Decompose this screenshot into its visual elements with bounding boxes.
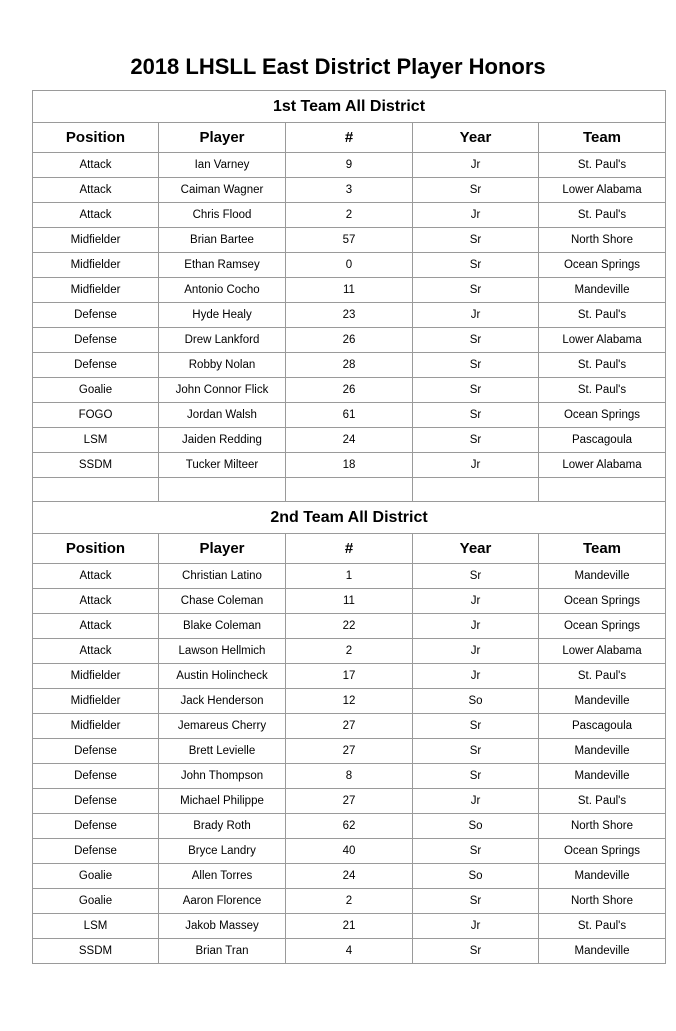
cell-player: Allen Torres	[159, 864, 286, 889]
cell-year: So	[413, 864, 539, 889]
table-row	[33, 353, 666, 378]
cell-year: Sr	[413, 328, 539, 353]
cell-number: 22	[286, 614, 413, 639]
cell-player: Austin Holincheck	[159, 664, 286, 689]
table-row	[33, 864, 666, 889]
column-header-row	[33, 534, 666, 564]
cell-number: 17	[286, 664, 413, 689]
cell-team: Mandeville	[539, 739, 666, 764]
cell-position: Attack	[33, 564, 159, 589]
cell-number: 57	[286, 228, 413, 253]
cell-player: Brian Bartee	[159, 228, 286, 253]
cell-year: So	[413, 814, 539, 839]
cell-team: Lower Alabama	[539, 328, 666, 353]
table-row	[33, 564, 666, 589]
cell-player: John Thompson	[159, 764, 286, 789]
cell-number: 62	[286, 814, 413, 839]
column-header-team: Team	[539, 123, 666, 153]
cell-team: Mandeville	[539, 689, 666, 714]
cell-player: Michael Philippe	[159, 789, 286, 814]
table-row	[33, 689, 666, 714]
cell-player: Christian Latino	[159, 564, 286, 589]
cell-player: Jakob Massey	[159, 914, 286, 939]
cell-team: Lower Alabama	[539, 639, 666, 664]
cell-year: Sr	[413, 278, 539, 303]
empty-row	[33, 478, 666, 502]
cell-team: St. Paul's	[539, 303, 666, 328]
cell-team: Ocean Springs	[539, 589, 666, 614]
table-row	[33, 178, 666, 203]
cell-player: Ethan Ramsey	[159, 253, 286, 278]
cell-year: Jr	[413, 203, 539, 228]
cell-number: 27	[286, 789, 413, 814]
cell-number: 12	[286, 689, 413, 714]
cell-position: Defense	[33, 328, 159, 353]
table-row	[33, 378, 666, 403]
cell-year: Jr	[413, 789, 539, 814]
cell-player: Brady Roth	[159, 814, 286, 839]
cell-position: SSDM	[33, 453, 159, 478]
cell-number: 40	[286, 839, 413, 864]
cell-player: Caiman Wagner	[159, 178, 286, 203]
cell-team: North Shore	[539, 814, 666, 839]
cell-player: Ian Varney	[159, 153, 286, 178]
table-row	[33, 278, 666, 303]
honors-table-body	[33, 91, 666, 964]
cell-number: 9	[286, 153, 413, 178]
cell-number: 23	[286, 303, 413, 328]
section-heading-row	[33, 91, 666, 123]
cell-player: Chase Coleman	[159, 589, 286, 614]
cell-team: Mandeville	[539, 864, 666, 889]
cell-team: Lower Alabama	[539, 453, 666, 478]
section-heading: 2nd Team All District	[33, 502, 666, 534]
cell-player: Blake Coleman	[159, 614, 286, 639]
cell-position: Defense	[33, 764, 159, 789]
table-row	[33, 453, 666, 478]
cell-year: Jr	[413, 153, 539, 178]
cell-player: Tucker Milteer	[159, 453, 286, 478]
cell-player: Hyde Healy	[159, 303, 286, 328]
cell-year: Sr	[413, 739, 539, 764]
cell-player: Bryce Landry	[159, 839, 286, 864]
cell-number: 24	[286, 428, 413, 453]
table-row	[33, 614, 666, 639]
cell-year: Jr	[413, 303, 539, 328]
table-row	[33, 589, 666, 614]
table-row	[33, 428, 666, 453]
cell-team: Ocean Springs	[539, 839, 666, 864]
cell-player: Jaiden Redding	[159, 428, 286, 453]
column-header-row	[33, 123, 666, 153]
table-row	[33, 789, 666, 814]
cell-number: 2	[286, 639, 413, 664]
cell-number: 28	[286, 353, 413, 378]
cell-team: North Shore	[539, 228, 666, 253]
table-row	[33, 153, 666, 178]
cell-position: Goalie	[33, 378, 159, 403]
cell-team: Ocean Springs	[539, 614, 666, 639]
cell-number: 18	[286, 453, 413, 478]
column-header-year: Year	[413, 534, 539, 564]
cell-number: 26	[286, 328, 413, 353]
cell-year: Sr	[413, 564, 539, 589]
cell-year: Sr	[413, 253, 539, 278]
cell-year: Jr	[413, 589, 539, 614]
cell-number: 24	[286, 864, 413, 889]
cell-player: Aaron Florence	[159, 889, 286, 914]
cell-position: Midfielder	[33, 714, 159, 739]
table-row	[33, 664, 666, 689]
cell-team: Mandeville	[539, 278, 666, 303]
empty-cell	[33, 478, 159, 502]
table-row	[33, 303, 666, 328]
cell-number: 21	[286, 914, 413, 939]
cell-year: Jr	[413, 914, 539, 939]
cell-year: Sr	[413, 889, 539, 914]
cell-year: Jr	[413, 664, 539, 689]
cell-position: Midfielder	[33, 664, 159, 689]
column-header-player: Player	[159, 534, 286, 564]
column-header-team: Team	[539, 534, 666, 564]
table-row	[33, 228, 666, 253]
table-row	[33, 764, 666, 789]
cell-player: Jack Henderson	[159, 689, 286, 714]
table-row	[33, 253, 666, 278]
cell-position: Defense	[33, 739, 159, 764]
cell-year: Sr	[413, 939, 539, 964]
cell-position: Defense	[33, 814, 159, 839]
table-row	[33, 714, 666, 739]
cell-year: Jr	[413, 639, 539, 664]
cell-position: Goalie	[33, 864, 159, 889]
cell-position: Defense	[33, 303, 159, 328]
cell-position: FOGO	[33, 403, 159, 428]
empty-cell	[413, 478, 539, 502]
cell-year: Jr	[413, 614, 539, 639]
cell-player: Chris Flood	[159, 203, 286, 228]
cell-number: 4	[286, 939, 413, 964]
table-row	[33, 939, 666, 964]
cell-number: 8	[286, 764, 413, 789]
cell-year: Sr	[413, 714, 539, 739]
cell-number: 0	[286, 253, 413, 278]
cell-team: Pascagoula	[539, 428, 666, 453]
honors-table	[32, 90, 666, 964]
cell-position: Attack	[33, 203, 159, 228]
cell-position: Attack	[33, 614, 159, 639]
cell-number: 11	[286, 278, 413, 303]
cell-year: Jr	[413, 453, 539, 478]
cell-position: Midfielder	[33, 228, 159, 253]
column-header-position: Position	[33, 534, 159, 564]
table-row	[33, 914, 666, 939]
empty-cell	[539, 478, 666, 502]
cell-team: Lower Alabama	[539, 178, 666, 203]
column-header-number: #	[286, 123, 413, 153]
table-row	[33, 839, 666, 864]
cell-player: Drew Lankford	[159, 328, 286, 353]
cell-number: 2	[286, 889, 413, 914]
cell-year: Sr	[413, 353, 539, 378]
cell-team: St. Paul's	[539, 203, 666, 228]
column-header-player: Player	[159, 123, 286, 153]
cell-number: 26	[286, 378, 413, 403]
cell-number: 3	[286, 178, 413, 203]
cell-team: St. Paul's	[539, 914, 666, 939]
cell-team: St. Paul's	[539, 153, 666, 178]
table-row	[33, 403, 666, 428]
cell-position: Attack	[33, 178, 159, 203]
cell-year: Sr	[413, 839, 539, 864]
cell-number: 27	[286, 714, 413, 739]
cell-position: Defense	[33, 353, 159, 378]
cell-team: Pascagoula	[539, 714, 666, 739]
cell-team: Ocean Springs	[539, 253, 666, 278]
cell-position: Defense	[33, 789, 159, 814]
cell-position: LSM	[33, 428, 159, 453]
cell-player: Robby Nolan	[159, 353, 286, 378]
cell-team: Mandeville	[539, 564, 666, 589]
cell-position: Attack	[33, 153, 159, 178]
page-title: 2018 LHSLL East District Player Honors	[130, 54, 546, 79]
cell-team: North Shore	[539, 889, 666, 914]
cell-number: 61	[286, 403, 413, 428]
table-row	[33, 739, 666, 764]
cell-position: Midfielder	[33, 278, 159, 303]
cell-position: Midfielder	[33, 253, 159, 278]
table-row	[33, 889, 666, 914]
cell-position: Midfielder	[33, 689, 159, 714]
column-header-number: #	[286, 534, 413, 564]
cell-position: Attack	[33, 589, 159, 614]
empty-cell	[159, 478, 286, 502]
cell-year: So	[413, 689, 539, 714]
cell-position: LSM	[33, 914, 159, 939]
table-row	[33, 203, 666, 228]
section-heading: 1st Team All District	[33, 91, 666, 123]
cell-player: John Connor Flick	[159, 378, 286, 403]
cell-position: Attack	[33, 639, 159, 664]
section-heading-row	[33, 502, 666, 534]
table-row	[33, 328, 666, 353]
cell-team: St. Paul's	[539, 353, 666, 378]
cell-player: Jemareus Cherry	[159, 714, 286, 739]
cell-year: Sr	[413, 428, 539, 453]
cell-team: St. Paul's	[539, 664, 666, 689]
cell-team: St. Paul's	[539, 789, 666, 814]
cell-player: Brian Tran	[159, 939, 286, 964]
cell-player: Brett Levielle	[159, 739, 286, 764]
cell-player: Jordan Walsh	[159, 403, 286, 428]
cell-position: Goalie	[33, 889, 159, 914]
cell-year: Sr	[413, 403, 539, 428]
cell-team: Mandeville	[539, 764, 666, 789]
cell-year: Sr	[413, 178, 539, 203]
cell-team: Mandeville	[539, 939, 666, 964]
cell-player: Lawson Hellmich	[159, 639, 286, 664]
cell-number: 11	[286, 589, 413, 614]
cell-position: Defense	[33, 839, 159, 864]
cell-position: SSDM	[33, 939, 159, 964]
table-row	[33, 814, 666, 839]
cell-player: Antonio Cocho	[159, 278, 286, 303]
column-header-year: Year	[413, 123, 539, 153]
column-header-position: Position	[33, 123, 159, 153]
cell-team: St. Paul's	[539, 378, 666, 403]
cell-number: 2	[286, 203, 413, 228]
cell-number: 27	[286, 739, 413, 764]
table-row	[33, 639, 666, 664]
empty-cell	[286, 478, 413, 502]
cell-team: Ocean Springs	[539, 403, 666, 428]
cell-year: Sr	[413, 378, 539, 403]
cell-year: Sr	[413, 228, 539, 253]
cell-year: Sr	[413, 764, 539, 789]
cell-number: 1	[286, 564, 413, 589]
